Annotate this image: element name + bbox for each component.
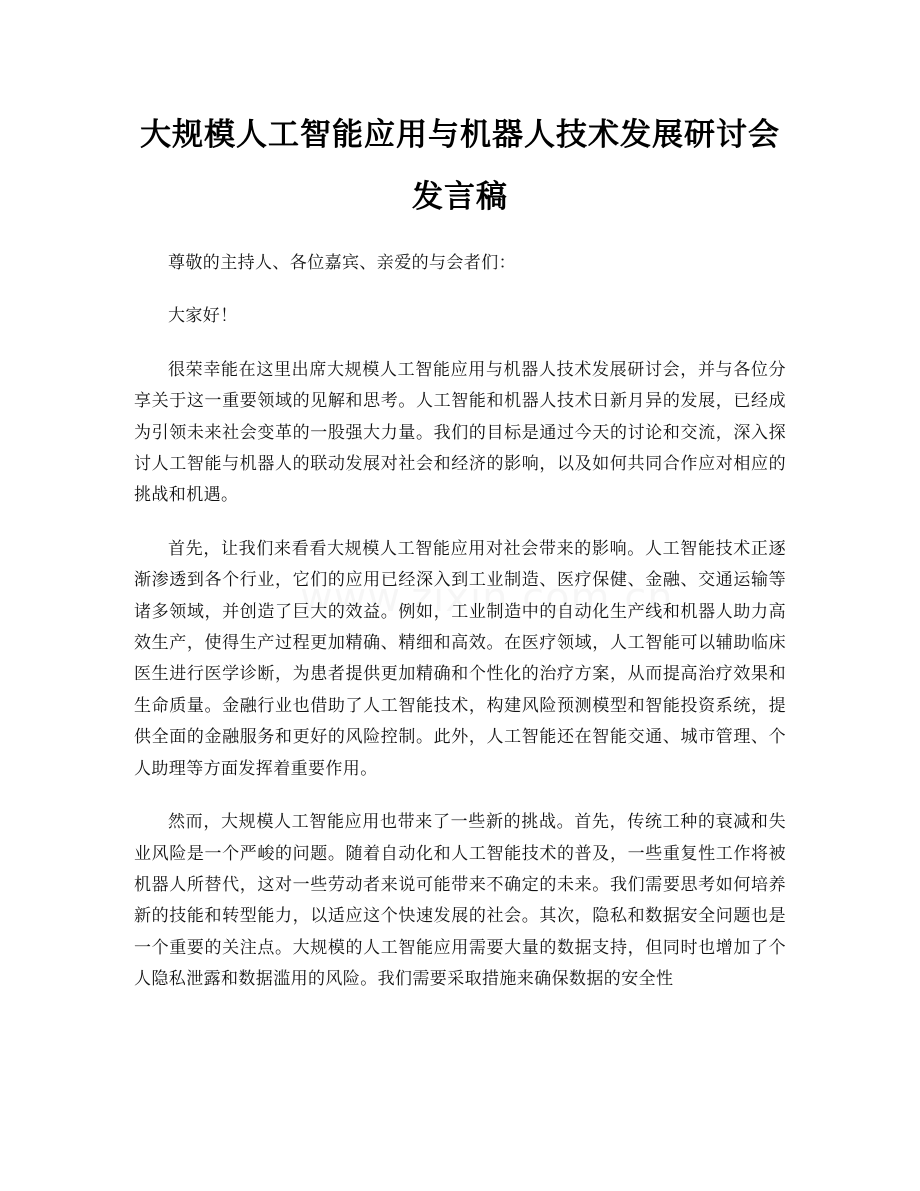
impact-paragraph: 首先，让我们来看看大规模人工智能应用对社会带来的影响。人工智能技术正逐渐渗透到各个行业，它们的应用已经深入到工业制造、医疗保健、金融、交通运输等诸多领域，并创造了巨大的效益。例如，工业制造中的自动化生产线和机器人助力高效生产，使得生产过程更加精确、精细和高效。在医疗领域，人工智能可以辅助临床医生进行医学诊断，为患者提供更加精确和个性化的治疗方案，从而提高治疗效果和生命质量。金融行业也借助了人工智能技术，构建风险预测模型和智能投资系统，提供全面的金融服务和更好的风险控制。此外，人工智能还在智能交通、城市管理、个人助理等方面发挥着重要作用。 — [134, 538, 786, 779]
greeting-paragraph: 大家好！ — [168, 306, 238, 327]
document-title: 大规模人工智能应用与机器人技术发展研讨会发言稿 — [140, 117, 780, 215]
challenges-paragraph: 然而，大规模人工智能应用也带来了一些新的挑战。首先，传统工种的衰减和失业风险是一个严峻的问题。随着自动化和人工智能技术的普及，一些重复性工作将被机器人所替代，这对一些劳动者来说可能带来不确定的未来。我们需要思考如何培养新的技能和转型能力，以适应这个快速发展的社会。其次，隐私和数据安全问题也是一个重要的关注点。大规模的人工智能应用需要大量的数据支持，但同时也增加了个人隐私泄露和数据滥用的风险。我们需要采取措施来确保数据的安全性 — [134, 812, 786, 990]
salutation-paragraph: 尊敬的主持人、各位嘉宾、亲爱的与会者们： — [168, 253, 516, 273]
intro-paragraph: 很荣幸能在这里出席大规模人工智能应用与机器人技术发展研讨会，并与各位分享关于这一重要领域的见解和思考。人工智能和机器人技术日新月异的发展，已经成为引领未来社会变革的一股强大力量。我们的目标是通过今天的讨论和交流，深入探讨人工智能与机器人的联动发展对社会和经济的影响，以及如何共同合作应对相应的挑战和机遇。 — [134, 359, 786, 506]
document-body — [134, 248, 786, 1018]
